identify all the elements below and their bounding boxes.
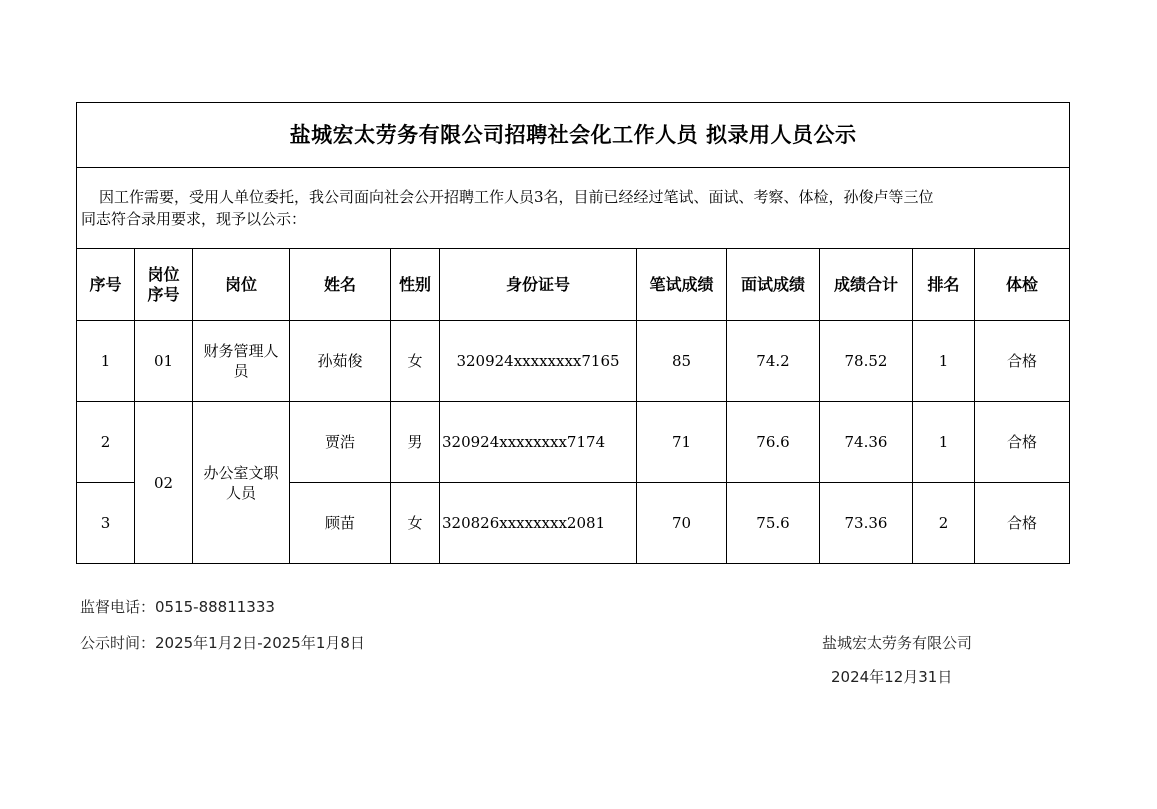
header-total-score: 成绩合计	[820, 249, 913, 321]
cell-id: 320826xxxxxxxx2081	[440, 483, 637, 564]
cell-post	[193, 321, 290, 402]
cell-post-line-2: 人员	[225, 483, 256, 502]
cell-rank: 1	[913, 402, 975, 483]
issue-date: 2024年12月31日	[831, 668, 953, 686]
cell-total-score: 73.36	[820, 483, 913, 564]
header-post-seq	[135, 249, 193, 321]
table-row	[77, 402, 1070, 483]
cell-post-line-1: 财务管理人	[203, 342, 279, 360]
cell-name: 孙茹俊	[290, 321, 391, 402]
cell-rank: 1	[913, 321, 975, 402]
issuing-company: 盐城宏太劳务有限公司	[822, 634, 973, 652]
header-rank: 排名	[913, 249, 975, 321]
cell-gender: 女	[391, 483, 440, 564]
cell-interview-score: 75.6	[727, 483, 820, 564]
cell-health-check: 合格	[975, 483, 1070, 564]
cell-interview-score: 74.2	[727, 321, 820, 402]
header-health-check: 体检	[975, 249, 1070, 321]
recruitment-announcement-table	[76, 102, 1070, 564]
cell-written-score: 71	[637, 402, 727, 483]
cell-health-check: 合格	[975, 402, 1070, 483]
cell-written-score: 85	[637, 321, 727, 402]
supervision-phone: 监督电话：0515-88811333	[80, 598, 275, 616]
cell-gender: 女	[391, 321, 440, 402]
cell-post-line-2: 员	[233, 362, 249, 380]
header-id: 身份证号	[440, 249, 637, 321]
intro-line-2: 同志符合录用要求，现予以公示：	[81, 210, 307, 228]
cell-post-line-1: 办公室文职	[203, 463, 279, 482]
cell-post-seq: 01	[135, 321, 193, 402]
cell-written-score: 70	[637, 483, 727, 564]
cell-name: 贾浩	[290, 402, 391, 483]
cell-health-check: 合格	[975, 321, 1070, 402]
intro-paragraph	[77, 168, 1070, 249]
header-seq: 序号	[77, 249, 135, 321]
cell-id: 320924xxxxxxxx7165	[440, 321, 637, 402]
header-post-seq-line-1: 岗位	[147, 264, 180, 284]
header-name: 姓名	[290, 249, 391, 321]
cell-total-score: 74.36	[820, 402, 913, 483]
table-row	[77, 321, 1070, 402]
header-post-seq-line-2: 序号	[147, 284, 180, 304]
cell-post-seq: 02	[135, 402, 193, 564]
cell-gender: 男	[391, 402, 440, 483]
header-post: 岗位	[193, 249, 290, 321]
cell-seq: 2	[77, 402, 135, 483]
header-gender: 性别	[391, 249, 440, 321]
cell-total-score: 78.52	[820, 321, 913, 402]
header-written-score: 笔试成绩	[637, 249, 727, 321]
intro-line-1: 因工作需要，受用人单位委托，我公司面向社会公开招聘工作人员3名，目前已经经过笔试、面试、考察、体检，孙俊卢等三位	[99, 188, 934, 206]
cell-rank: 2	[913, 483, 975, 564]
cell-id: 320924xxxxxxxx7174	[440, 402, 637, 483]
cell-name: 顾苗	[290, 483, 391, 564]
cell-post	[193, 402, 290, 564]
cell-seq: 3	[77, 483, 135, 564]
cell-seq: 1	[77, 321, 135, 402]
table-header-row	[77, 249, 1070, 321]
header-interview-score: 面试成绩	[727, 249, 820, 321]
document-title: 盐城宏太劳务有限公司招聘社会化工作人员 拟录用人员公示	[77, 103, 1070, 168]
publicity-period: 公示时间：2025年1月2日-2025年1月8日	[80, 634, 365, 652]
cell-interview-score: 76.6	[727, 402, 820, 483]
